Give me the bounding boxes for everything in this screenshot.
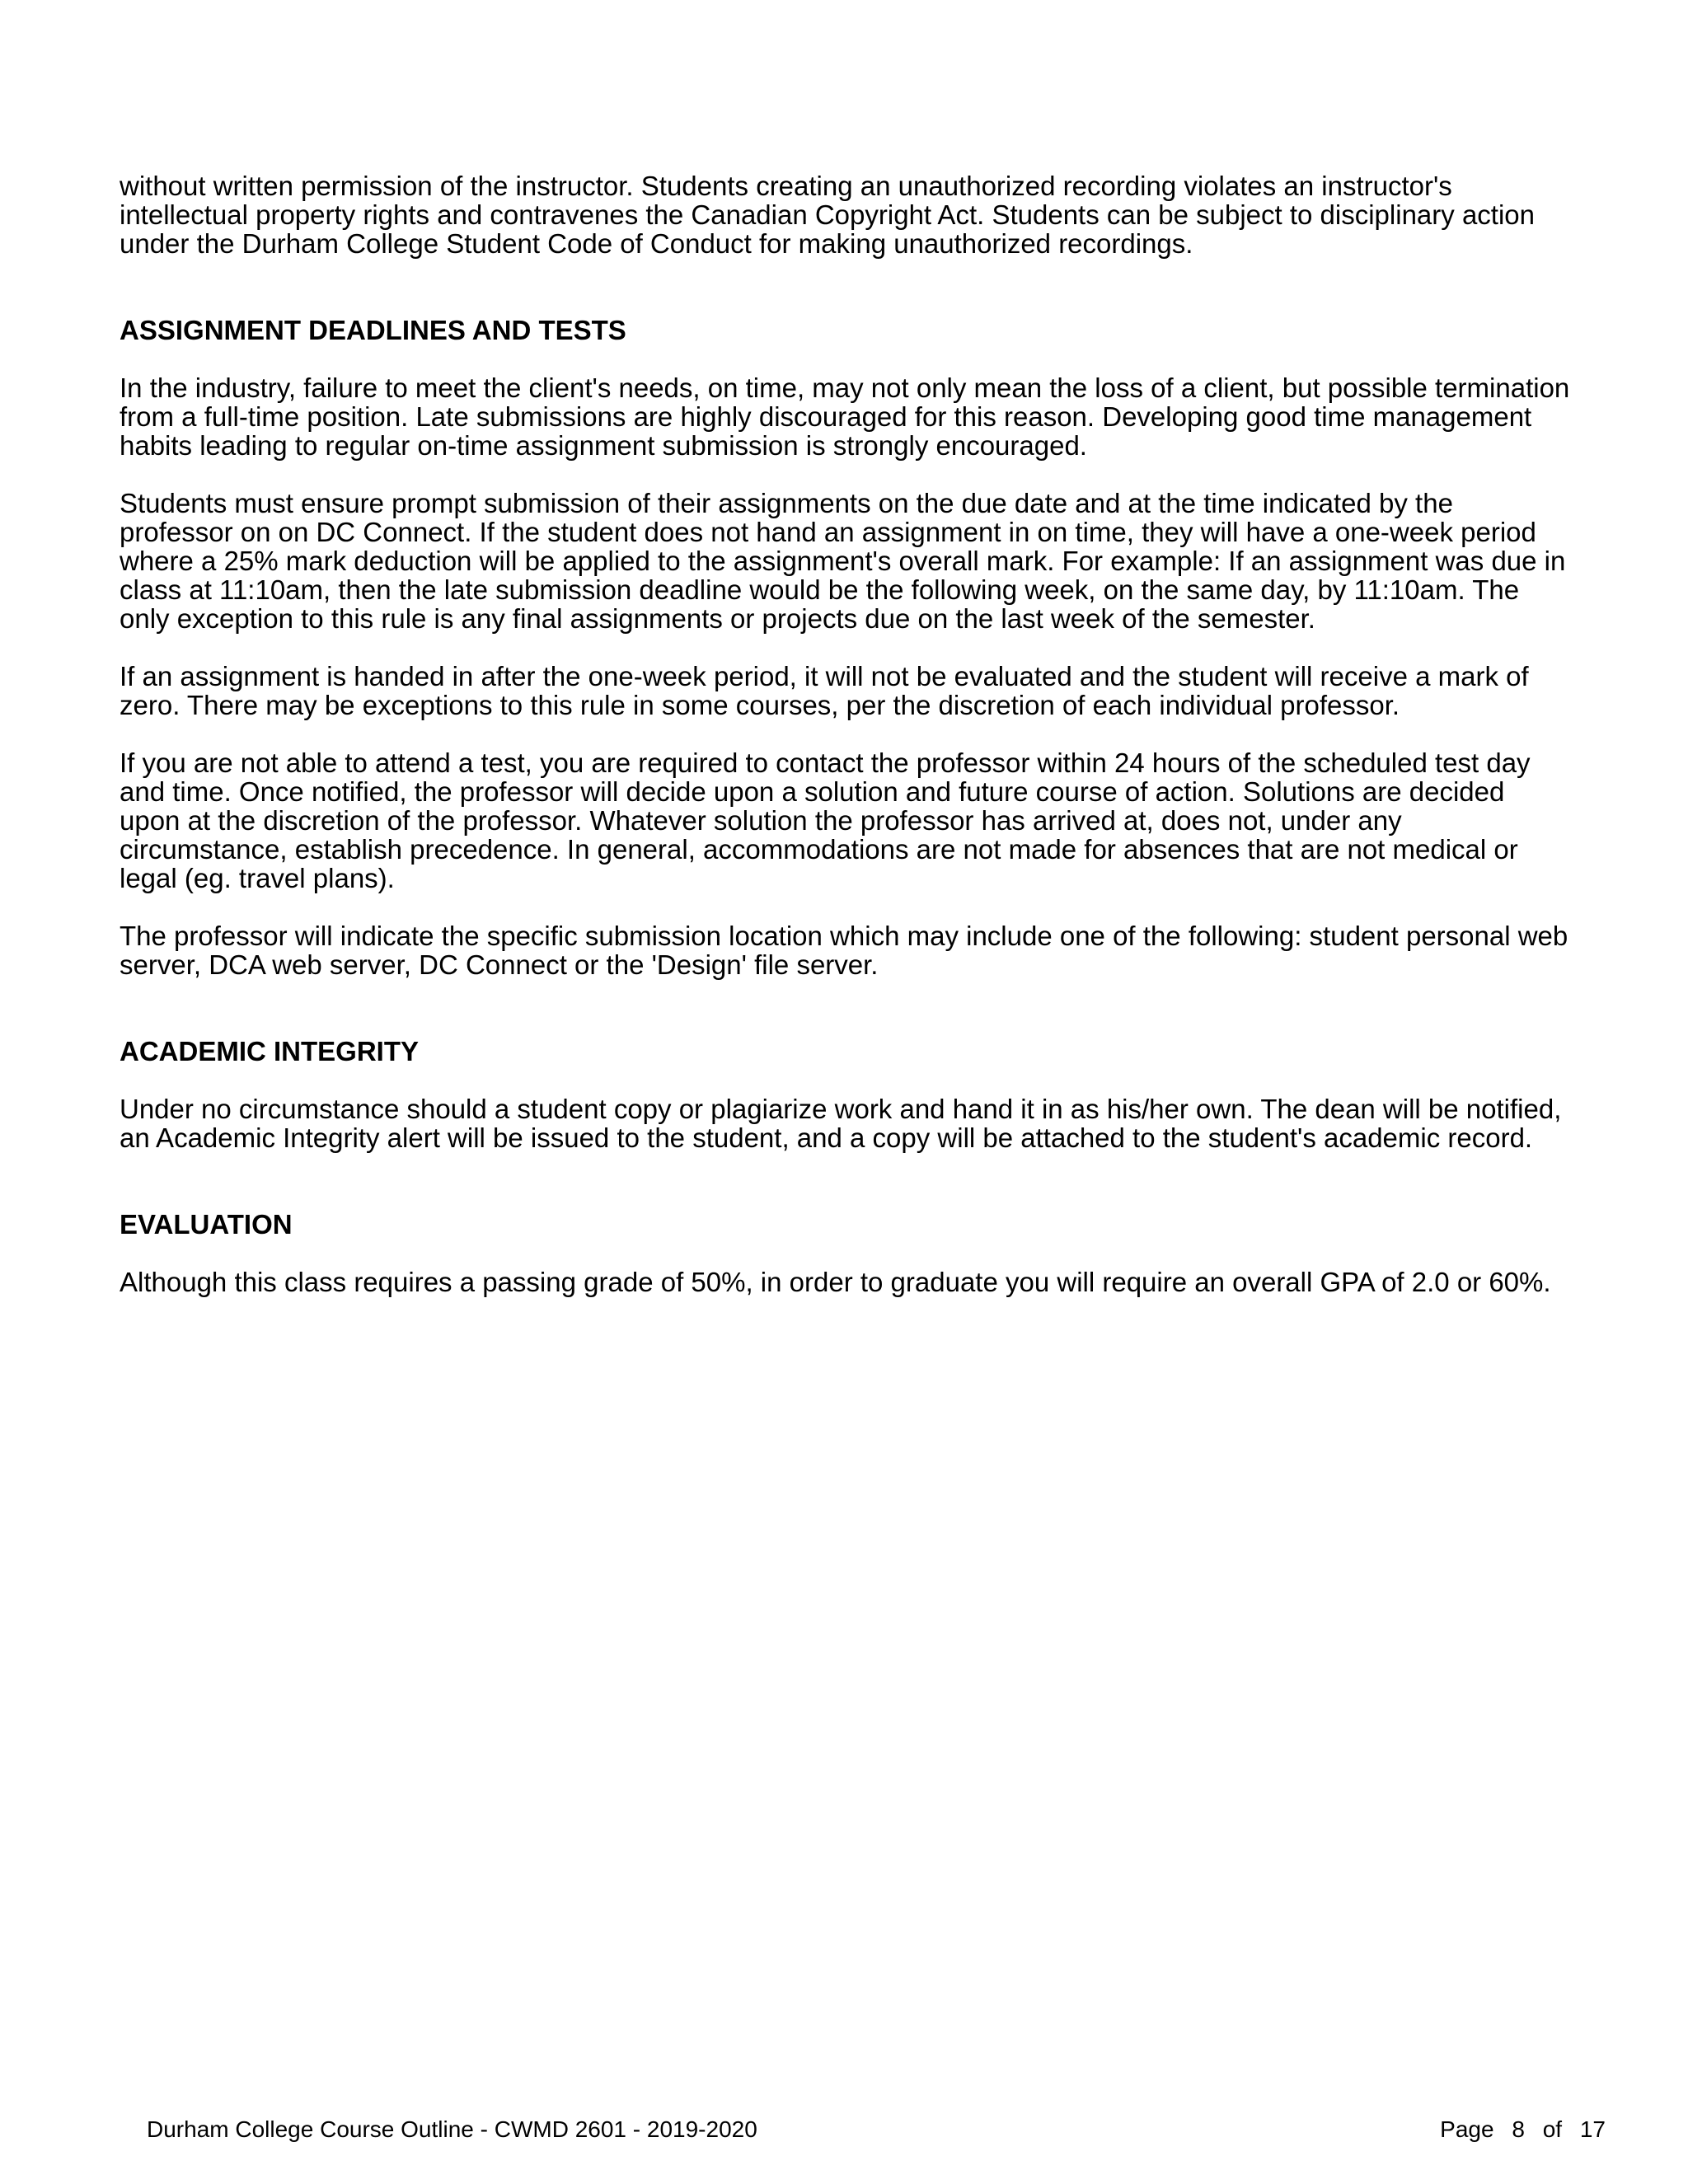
section-heading-academic-integrity: ACADEMIC INTEGRITY <box>120 1036 419 1066</box>
paragraph-after-one-week: If an assignment is handed in after the one-week period, it will not be evaluated and the student will receive a mark of zero. There may be exceptions to this rule in some courses, per the discretion of each individual professor. <box>120 661 1529 720</box>
section-heading-evaluation: EVALUATION <box>120 1209 293 1240</box>
footer-page-label: Page <box>1440 2116 1494 2142</box>
footer-page-indicator <box>1440 2116 1606 2143</box>
intro-paragraph: without written permission of the instructor. Students creating an unauthorized recording violates an instructor's intellectual property rights and contravenes the Canadian Copyright Act. Students can be subject to disciplinary action under the Durham College Student Code of Conduct for making unauthorized recordings. <box>120 171 1535 259</box>
paragraph-evaluation: Although this class requires a passing grade of 50%, in order to graduate you will require an overall GPA of 2.0 or 60%. <box>120 1267 1551 1297</box>
paragraph-academic-integrity: Under no circumstance should a student copy or plagiarize work and hand it in as his/her own. The dean will be notified, an Academic Integrity alert will be issued to the student, and a copy will be attached to the student's academic record. <box>120 1094 1562 1153</box>
paragraph-submission-location: The professor will indicate the specific submission location which may include one of the following: student personal web server, DCA web server, DC Connect or the 'Design' file server. <box>120 921 1568 980</box>
paragraph-industry-deadlines: In the industry, failure to meet the client's needs, on time, may not only mean the loss of a client, but possible termination from a full-time position. Late submissions are highly discouraged for this reason. Developing good time management habits leading to regular on-time assignment submission is strongly encouraged. <box>120 373 1570 461</box>
footer-page-total: 17 <box>1579 2116 1606 2142</box>
paragraph-late-submission: Students must ensure prompt submission of their assignments on the due date and at the time indicated by the professor on on DC Connect. If the student does not hand an assignment in on time, they will have a one-week period where a 25% mark deduction will be applied to the assignment's overall mark. For example: If an assignment was due in class at 11:10am, then the late submission deadline would be the following week, on the same day, by 11:10am. The only exception to this rule is any final assignments or projects due on the last week of the semester. <box>120 488 1566 634</box>
paragraph-missed-test: If you are not able to attend a test, you are required to contact the professor within 24 hours of the scheduled test day and time. Once notified, the professor will decide upon a solution and future course of action. Solutions are decided upon at the discretion of the professor. Whatever solution the professor has arrived at, does not, under any circumstance, establish precedence. In general, accommodations are not made for absences that are not medical or legal (eg. travel plans). <box>120 748 1531 893</box>
footer-of-label: of <box>1542 2116 1563 2142</box>
footer-document-title: Durham College Course Outline - CWMD 2601 - 2019-2020 <box>147 2116 757 2142</box>
section-heading-assignment-deadlines: ASSIGNMENT DEADLINES AND TESTS <box>120 315 626 345</box>
document-body <box>120 171 1570 1296</box>
footer-page-number: 8 <box>1512 2116 1525 2142</box>
